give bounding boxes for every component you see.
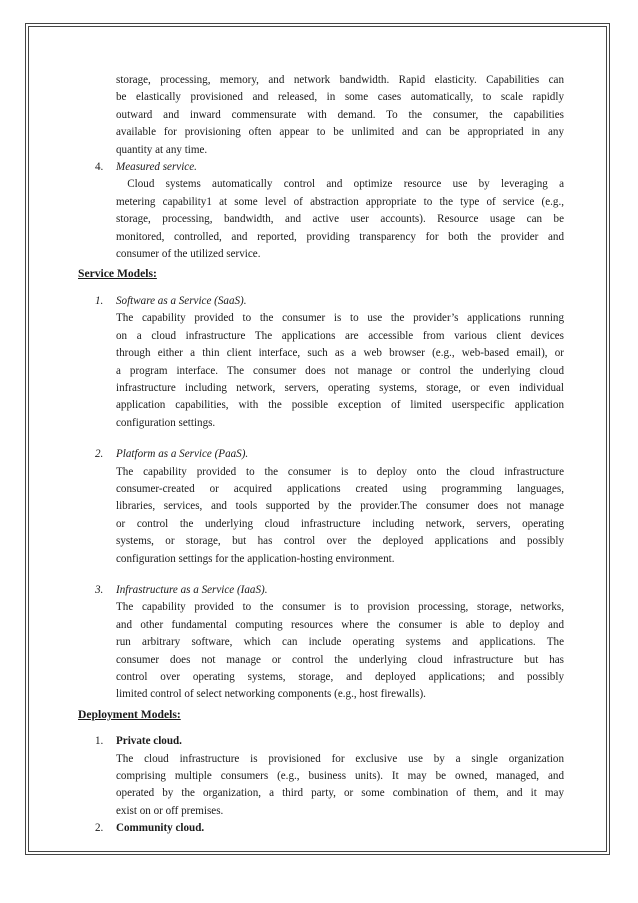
text-line: outward and inward commensurate with demand. To the consumer, the capabilities	[116, 108, 564, 121]
text-line: and other fundamental computing resources where the consumer is able to deploy and	[116, 618, 564, 631]
text-line: comprising multiple consumers (e.g., business units). It may be owned, managed, and	[116, 770, 564, 783]
text-line: configuration settings for the application-hosting environment.	[116, 552, 395, 565]
text-line: control over operating systems, storage, and deployed applications; and possibly	[116, 671, 564, 683]
paas-body	[78, 464, 564, 568]
text-line: exist on or off premises.	[116, 804, 224, 817]
private-cloud-body	[78, 751, 564, 821]
text-line: consumer does not manage or control the underlying cloud infrastructure but has	[116, 653, 564, 666]
spacer	[78, 432, 564, 446]
community-cloud-item	[78, 820, 564, 837]
text-line: run arbitrary software, which can include operating systems and applications. The	[116, 636, 564, 649]
iaas-item	[78, 582, 564, 599]
saas-body	[78, 310, 564, 432]
measured-service-item	[78, 159, 564, 176]
document-body	[78, 72, 564, 838]
item-title: Software as a Service (SaaS).	[116, 294, 247, 307]
text-line: a program interface. The consumer does not manage or control the underlying cloud	[116, 364, 564, 377]
item-title: Private cloud.	[116, 735, 182, 748]
text-line: application capabilities, with the possible exception of limited userspecific application	[116, 399, 564, 412]
iaas-body	[78, 599, 564, 703]
text-line: operated by the organization, a third party, or some combination of them, and it may	[116, 787, 564, 800]
text-line: or control the underlying cloud infrastructure including network, servers, operating	[116, 517, 564, 530]
list-number: 2.	[95, 822, 104, 835]
text-line: infrastructure including network, servers, operating systems, storage, or even individual	[116, 381, 564, 394]
item-title: Measured service.	[116, 161, 197, 174]
list-number: 1.	[95, 735, 104, 748]
list-number: 1.	[95, 294, 104, 307]
text-line: metering capability1 at some level of abstraction appropriate to the type of service (e.g.,	[116, 195, 564, 208]
text-line: through either a thin client interface, such as a web browser (e.g., web-based email), or	[116, 347, 564, 360]
text-line: available for provisioning often appear to be unlimited and can be appropriated in any	[116, 126, 564, 139]
text-line: Cloud systems automatically control and optimize resource use by leveraging a	[116, 178, 564, 191]
text-line: The capability provided to the consumer is to provision processing, storage, networks,	[116, 601, 564, 614]
text-line: storage, processing, memory, and network bandwidth. Rapid elasticity. Capabilities can	[116, 74, 564, 86]
text-line: quantity at any time.	[116, 143, 208, 156]
private-cloud-item	[78, 733, 564, 750]
list-number: 2.	[95, 448, 104, 461]
text-line: The capability provided to the consumer is to use the provider’s applications running	[116, 312, 564, 325]
text-line: configuration settings.	[116, 416, 216, 429]
intro-paragraph	[78, 72, 564, 159]
text-line: limited control of select networking components (e.g., host firewalls).	[116, 688, 426, 701]
deployment-models-heading: Deployment Models:	[78, 707, 181, 721]
text-line: be elastically provisioned and released, in some cases automatically, to scale rapidly	[116, 91, 564, 104]
text-line: systems, or storage, but has control over the deployed applications and possibly	[116, 535, 564, 548]
item-title: Community cloud.	[116, 822, 205, 835]
list-number: 4.	[95, 161, 104, 174]
spacer	[78, 568, 564, 582]
text-line: storage, processing, bandwidth, and active user accounts). Resource usage can be	[116, 213, 564, 226]
text-line: consumer-created or acquired applications created using programming languages,	[116, 482, 564, 495]
saas-item	[78, 293, 564, 310]
text-line: monitored, controlled, and reported, providing transparency for both the provider and	[116, 230, 564, 243]
item-title: Platform as a Service (PaaS).	[116, 448, 249, 461]
text-line: libraries, services, and tools supported by the provider.The consumer does not manage	[116, 500, 564, 513]
paas-item	[78, 446, 564, 463]
list-number: 3.	[95, 583, 104, 596]
item-title: Infrastructure as a Service (IaaS).	[116, 583, 268, 596]
text-line: The capability provided to the consumer is to deploy onto the cloud infrastructure	[116, 465, 564, 478]
text-line: consumer of the utilized service.	[116, 248, 261, 261]
text-line: on a cloud infrastructure The applications are accessible from various client devices	[116, 329, 564, 342]
text-line: The cloud infrastructure is provisioned for exclusive use by a single organization	[116, 752, 564, 765]
measured-service-body	[78, 176, 564, 263]
service-models-heading: Service Models:	[78, 267, 157, 281]
